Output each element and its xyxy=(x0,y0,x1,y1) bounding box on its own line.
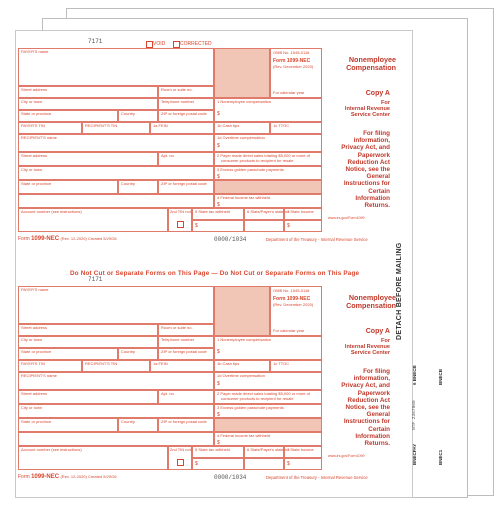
irs-line-2: Internal Revenue xyxy=(344,106,390,113)
side-label-ntf: NTF 2367960 xyxy=(412,400,417,430)
irs-center xyxy=(324,100,390,119)
inst-line: Certain xyxy=(368,187,390,195)
second-tin-label: 2nd TIN not. xyxy=(170,209,192,214)
footer-form-number: 1099-NEC xyxy=(31,236,60,242)
room-label: Room or suite no. xyxy=(161,325,193,330)
state-label: State or province xyxy=(21,349,52,354)
box2-direct-sales[interactable] xyxy=(214,152,322,166)
recipient-zip-field[interactable] xyxy=(158,180,214,194)
box2-label-1: 2 Payer made direct sales totaling $5,000 or more of xyxy=(217,391,310,396)
box3-label: 3 Excess golden parachute payments xyxy=(217,167,284,172)
side-label-bnec1: BNEC1 xyxy=(438,449,443,465)
account-number-field[interactable] xyxy=(18,208,168,232)
box2-label-2: consumer products to recipient for resale xyxy=(221,158,294,163)
blank-row xyxy=(18,194,214,208)
box7-state-income[interactable] xyxy=(284,208,322,220)
omb-number: OMB No. 1545-0116 xyxy=(273,288,310,293)
state-label: State or province xyxy=(21,419,52,424)
recipient-name-field[interactable] xyxy=(18,134,214,152)
form-title xyxy=(324,56,396,72)
payer-country-field[interactable] xyxy=(118,110,158,122)
recipient-city-field[interactable] xyxy=(18,404,214,418)
payer-city-field[interactable] xyxy=(18,336,158,348)
box4-label: 4 Federal income tax withheld xyxy=(217,195,271,200)
void-label: VOID xyxy=(153,41,166,47)
inst-line: Notice, see the xyxy=(345,166,390,174)
second-tin-label: 2nd TIN not. xyxy=(170,447,192,452)
box3-golden-parachute[interactable] xyxy=(214,404,322,418)
country-label: Country xyxy=(121,111,136,116)
account-label: Account number (see instructions) xyxy=(21,447,82,452)
apt-label: Apt. no. xyxy=(161,153,175,158)
recipient-apt-field[interactable] xyxy=(158,390,214,404)
box2-direct-sales[interactable] xyxy=(214,390,322,404)
inst-line: Instructions for xyxy=(343,180,390,188)
form-1099-nec-bottom xyxy=(18,278,396,505)
recipient-country-field[interactable] xyxy=(118,180,158,194)
box5-label: 5 State tax withheld xyxy=(195,209,230,214)
box6-state-no-2[interactable] xyxy=(244,458,284,470)
box1-label: 1 Nonemployee compensation xyxy=(217,337,272,342)
payer-street-field[interactable] xyxy=(18,324,158,336)
box6-state-no-2[interactable] xyxy=(244,220,284,232)
dollar-sign: $ xyxy=(287,461,290,467)
box1c-ttoc[interactable] xyxy=(270,360,322,372)
payer-room-field[interactable] xyxy=(158,324,214,336)
inst-line: Certain xyxy=(368,425,390,433)
country-label: Country xyxy=(121,349,136,354)
ttoc-label: 1c TTOC xyxy=(273,123,290,128)
recipient-state-field[interactable] xyxy=(18,180,118,194)
inst-line: Returns. xyxy=(364,440,390,448)
shaded-row xyxy=(214,180,322,194)
form-number: Form 1099-NEC xyxy=(273,58,311,64)
street-label: Street address xyxy=(21,325,48,330)
shaded-area xyxy=(214,286,270,336)
detach-label: DETACH BEFORE MAILING xyxy=(396,242,403,340)
footer-form-id: Form 1099-NEC (Rev. 12-2020) Created 5/29/26 xyxy=(18,236,117,242)
payer-room-field[interactable] xyxy=(158,86,214,98)
payer-tin-label: PAYER'S TIN xyxy=(21,361,45,366)
box5-state-tax[interactable] xyxy=(192,446,244,458)
box7-label: 7 State income xyxy=(287,209,314,214)
country-label: Country xyxy=(121,419,136,424)
recipient-tin-label: RECIPIENT'S TIN xyxy=(85,361,118,366)
recipient-country-field[interactable] xyxy=(118,418,158,432)
box6-state-no[interactable] xyxy=(244,208,291,220)
irs-line-2: Internal Revenue xyxy=(344,344,390,351)
blank-row xyxy=(18,432,214,446)
tips-label: 1b Cash tips xyxy=(217,361,240,366)
box6-state-no[interactable] xyxy=(244,446,291,458)
payer-zip-field[interactable] xyxy=(158,348,214,360)
payer-country-field[interactable] xyxy=(118,348,158,360)
payer-name-field[interactable] xyxy=(18,48,214,86)
apt-label: Apt. no. xyxy=(161,391,175,396)
payer-city-field[interactable] xyxy=(18,98,158,110)
inst-line: Paperwork xyxy=(357,389,390,397)
corrected-checkbox[interactable] xyxy=(173,41,180,48)
inst-line: General xyxy=(366,173,390,181)
side-label-bnecpay: BNECPAY xyxy=(412,443,417,465)
dollar-sign: $ xyxy=(217,174,220,180)
omb-number: OMB No. 1545-0116 xyxy=(273,50,310,55)
room-label: Room or suite no. xyxy=(161,87,193,92)
street-label: Street address xyxy=(21,153,48,158)
box5-label: 5 State tax withheld xyxy=(195,447,230,452)
title-line-1: Nonemployee xyxy=(348,293,396,302)
inst-line: Privacy Act, and xyxy=(341,144,390,152)
box2-label-1: 2 Payer made direct sales totaling $5,000 or more of xyxy=(217,153,310,158)
filing-instructions xyxy=(320,368,390,447)
box1b-cash-tips[interactable] xyxy=(214,122,270,134)
inst-line: General xyxy=(366,411,390,419)
dollar-sign: $ xyxy=(217,440,220,446)
payer-tin-field[interactable] xyxy=(18,122,82,134)
zip-label: ZIP or foreign postal code xyxy=(161,419,207,424)
side-label-bnecb-2: BNECB xyxy=(438,368,443,385)
copy-a-label: Copy A xyxy=(365,90,390,97)
box4-federal-withheld[interactable] xyxy=(214,432,322,446)
street-label: Street address xyxy=(21,87,48,92)
form-barcode: 0000/1034 xyxy=(214,474,247,481)
payer-zip-field[interactable] xyxy=(158,110,214,122)
form-revision: (Rev. December 2020) xyxy=(273,64,314,69)
second-tin-notice[interactable] xyxy=(168,208,192,232)
box7-label: 7 State income xyxy=(287,447,314,452)
inst-line: Returns. xyxy=(364,202,390,210)
inst-line: Notice, see the xyxy=(345,404,390,412)
fein-label: 1a FEIN xyxy=(153,123,168,128)
corrected-label: CORRECTED xyxy=(180,41,212,47)
recipient-state-field[interactable] xyxy=(18,418,118,432)
payer-state-field[interactable] xyxy=(18,110,118,122)
box1d-overtime[interactable] xyxy=(214,134,322,152)
zip-label: ZIP or foreign postal code xyxy=(161,111,207,116)
irs-line-3: Service Center xyxy=(350,350,390,357)
form-1099-nec-top xyxy=(18,40,396,267)
calendar-year-label: For calendar year xyxy=(273,90,305,95)
box1d-overtime[interactable] xyxy=(214,372,322,390)
box5-state-tax-2[interactable] xyxy=(192,220,244,232)
telephone-label: Telephone number xyxy=(161,99,195,104)
box4-label: 4 Federal income tax withheld xyxy=(217,433,271,438)
inst-line: information, xyxy=(353,375,390,383)
city-label: City or town xyxy=(21,405,43,410)
dept-treasury: Department of the Treasury - Internal Revenue Service xyxy=(266,237,368,242)
recipient-city-field[interactable] xyxy=(18,166,214,180)
recipient-apt-field[interactable] xyxy=(158,152,214,166)
sheet-code: 7171 xyxy=(88,38,103,45)
box7-state-income-2[interactable] xyxy=(284,458,322,470)
calendar-year-label: For calendar year xyxy=(273,328,305,333)
inst-line: Privacy Act, and xyxy=(341,382,390,390)
title-line-2: Compensation xyxy=(346,63,396,72)
box2-label-2: consumer products to recipient for resale xyxy=(221,396,294,401)
payer-name-label: PAYER'S name xyxy=(21,49,49,54)
payer-state-field[interactable] xyxy=(18,348,118,360)
form-revision: (Rev. December 2020) xyxy=(273,302,314,307)
inst-line: For filing xyxy=(363,368,390,375)
recipient-name-field[interactable] xyxy=(18,372,214,390)
inst-line: information, xyxy=(353,137,390,145)
box1b-cash-tips[interactable] xyxy=(214,360,270,372)
city-label: City or town xyxy=(21,167,43,172)
box1a-fein[interactable] xyxy=(150,122,214,134)
box6-label: 6 State/Payer's state no. xyxy=(247,209,291,214)
sheet-code: 7171 xyxy=(88,276,103,283)
ttoc-label: 1c TTOC xyxy=(273,361,290,366)
footer-revision: (Rev. 12-2020) Created 5/29/26 xyxy=(60,474,117,479)
box7-state-income[interactable] xyxy=(284,446,322,458)
payer-tin-field[interactable] xyxy=(18,360,82,372)
dollar-sign: $ xyxy=(195,223,198,229)
box5-state-tax-2[interactable] xyxy=(192,458,244,470)
void-checkbox[interactable] xyxy=(146,41,153,48)
zip-label: ZIP or foreign postal code xyxy=(161,349,207,354)
country-label: Country xyxy=(121,181,136,186)
dollar-sign: $ xyxy=(217,111,220,117)
payer-phone-field[interactable] xyxy=(158,98,214,110)
title-line-1: Nonemployee xyxy=(348,55,396,64)
box1a-fein[interactable] xyxy=(150,360,214,372)
box1-nonemployee-comp[interactable] xyxy=(214,98,322,122)
dollar-sign: $ xyxy=(217,349,220,355)
irs-line-1: For xyxy=(380,338,390,344)
inst-line: Information xyxy=(355,432,390,440)
form-title xyxy=(324,294,396,310)
dollar-sign: $ xyxy=(217,143,220,149)
account-label: Account number (see instructions) xyxy=(21,209,82,214)
state-label: State or province xyxy=(21,111,52,116)
recipient-street-field[interactable] xyxy=(18,152,158,166)
city-label: City or town xyxy=(21,337,43,342)
box3-label: 3 Excess golden parachute payments xyxy=(217,405,284,410)
recipient-name-label: RECIPIENT'S name xyxy=(21,373,57,378)
overtime-label: 1d Overtime compensation xyxy=(217,373,265,378)
recipient-name-label: RECIPIENT'S name xyxy=(21,135,57,140)
filing-instructions xyxy=(320,130,390,209)
second-tin-checkbox[interactable] xyxy=(177,221,184,228)
recipient-tin-label: RECIPIENT'S TIN xyxy=(85,123,118,128)
payer-tin-label: PAYER'S TIN xyxy=(21,123,45,128)
copy-a-label: Copy A xyxy=(365,328,390,335)
state-label: State or province xyxy=(21,181,52,186)
inst-line: For filing xyxy=(363,130,390,137)
inst-line: Reduction Act xyxy=(347,158,390,166)
box1-nonemployee-comp[interactable] xyxy=(214,336,322,360)
dollar-sign: $ xyxy=(217,202,220,208)
inst-line: Paperwork xyxy=(357,151,390,159)
zip-label: ZIP or foreign postal code xyxy=(161,181,207,186)
street-label: Street address xyxy=(21,391,48,396)
side-label-bnecb: 6 BNECB xyxy=(412,365,417,385)
recipient-tin-field[interactable] xyxy=(82,360,150,372)
omb-block xyxy=(270,48,322,98)
second-tin-checkbox[interactable] xyxy=(177,459,184,466)
overtime-label: 1d Overtime compensation xyxy=(217,135,265,140)
second-tin-notice[interactable] xyxy=(168,446,192,470)
payer-name-field[interactable] xyxy=(18,286,214,324)
dollar-sign: $ xyxy=(217,381,220,387)
fein-label: 1a FEIN xyxy=(153,361,168,366)
box5-state-tax[interactable] xyxy=(192,208,244,220)
box4-federal-withheld[interactable] xyxy=(214,194,322,208)
telephone-label: Telephone number xyxy=(161,337,195,342)
inst-line: Reduction Act xyxy=(347,396,390,404)
box1c-ttoc[interactable] xyxy=(270,122,322,134)
dollar-sign: $ xyxy=(287,223,290,229)
payer-name-label: PAYER'S name xyxy=(21,287,49,292)
inst-line: Information xyxy=(355,194,390,202)
dept-treasury: Department of the Treasury - Internal Revenue Service xyxy=(266,475,368,480)
account-number-field[interactable] xyxy=(18,446,168,470)
irs-url: www.irs.gov/Form1099 xyxy=(328,454,365,458)
irs-url: www.irs.gov/Form1099 xyxy=(328,216,365,220)
tips-label: 1b Cash tips xyxy=(217,123,240,128)
title-line-2: Compensation xyxy=(346,301,396,310)
footer-form-number: 1099-NEC xyxy=(31,474,60,480)
recipient-zip-field[interactable] xyxy=(158,418,214,432)
omb-block xyxy=(270,286,322,336)
form-barcode: 0000/1034 xyxy=(214,236,247,243)
footer-revision: (Rev. 12-2020) Created 5/29/26 xyxy=(60,236,117,241)
shaded-area xyxy=(214,48,270,98)
box3-golden-parachute[interactable] xyxy=(214,166,322,180)
irs-line-3: Service Center xyxy=(350,112,390,119)
dollar-sign: $ xyxy=(195,461,198,467)
cut-line-warning: Do Not Cut or Separate Forms on This Page — Do Not Cut or Separate Forms on This Page xyxy=(70,270,360,277)
shaded-row xyxy=(214,418,322,432)
irs-center xyxy=(324,338,390,357)
payer-street-field[interactable] xyxy=(18,86,158,98)
box6-label: 6 State/Payer's state no. xyxy=(247,447,291,452)
city-label: City or town xyxy=(21,99,43,104)
box7-state-income-2[interactable] xyxy=(284,220,322,232)
dollar-sign: $ xyxy=(217,412,220,418)
footer-form-id: Form 1099-NEC (Rev. 12-2020) Created 5/29/26 xyxy=(18,474,117,480)
form-number: Form 1099-NEC xyxy=(273,296,311,302)
irs-line-1: For xyxy=(380,100,390,106)
payer-phone-field[interactable] xyxy=(158,336,214,348)
inst-line: Instructions for xyxy=(343,418,390,426)
box1-label: 1 Nonemployee compensation xyxy=(217,99,272,104)
recipient-tin-field[interactable] xyxy=(82,122,150,134)
recipient-street-field[interactable] xyxy=(18,390,158,404)
